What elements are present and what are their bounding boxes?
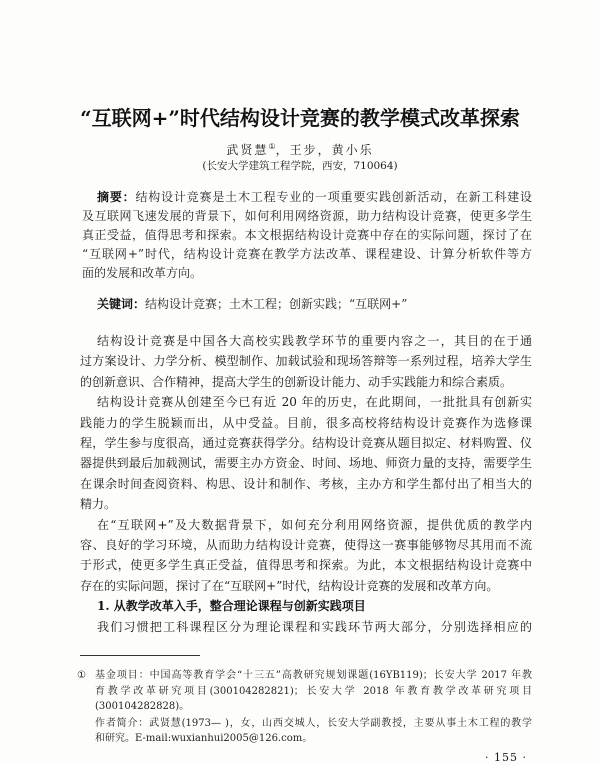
body-line: 过方案设计、力学分析、模型制作、加载试验和现场答辩等一系列过程，培养大学生 [80, 354, 532, 369]
body-line: 在课余时间查阅资料、构思、设计和制作、考核，主办方和学生都付出了相当大的 [80, 476, 532, 491]
page-number: · 155 · [485, 751, 527, 764]
author-list [0, 139, 600, 158]
footnote-reference-mark: ① [268, 142, 276, 151]
paragraph-2 [80, 392, 532, 514]
abstract-label: 摘要： [97, 190, 136, 204]
abstract-line: 及互联网飞速发展的背景下，如何利用网络资源，助力结构设计竞赛，使更多学生 [82, 209, 532, 223]
author-bio-note [95, 716, 532, 747]
body-line: 程，学生参与度很高，通过竞赛获得学分。结构设计竞赛从题目拟定、材料购置、仪 [80, 436, 532, 451]
abstract-line: 面的发展和改革方向。 [82, 266, 203, 280]
keywords-text: 结构设计竞赛；土木工程；创新实践；“互联网+” [145, 297, 408, 311]
body-line: 器提供到最后加载测试，需要主办方资金、时间、场地、师资力量的支持，需要学生 [80, 456, 532, 471]
body-line: 存在的实际问题，探讨了在“互联网+”时代，结构设计竞赛的发展和改革方向。 [80, 578, 499, 593]
author-others: ，王步，黄小乐 [275, 143, 374, 157]
body-line: 结构设计竞赛从创建至今已有近 20 年的历史，在此期间，一批批具有创新实 [97, 395, 532, 410]
body-line: 我们习惯把工科课程区分为理论课程和实践环节两大部分，分别选择相应的 [97, 619, 532, 634]
author-affiliation: (长安大学建筑工程学院，西安，710064) [202, 160, 398, 172]
footnote-line: 和研究。E-mail:wuxianhui2005@126.com。 [95, 733, 313, 744]
paragraph-1 [80, 331, 532, 392]
footnote-divider [80, 655, 200, 656]
funding-note [95, 668, 532, 715]
footnote-marker: ① [77, 670, 86, 681]
abstract-line [82, 188, 532, 207]
abstract-line: “互联网+”时代，结构设计竞赛在教学方法改革、课程建设、计算分析软件等方 [82, 247, 532, 261]
body-line: 精力。 [80, 497, 117, 512]
keywords-block [97, 295, 532, 314]
abstract-text: 结构设计竞赛是土木工程专业的一项重要实践创新活动，在新工科建设 [135, 190, 532, 204]
body-line: 容、良好的学习环境，从而助力结构设计竞赛，使得这一赛事能够物尽其用而不流 [80, 538, 532, 553]
footnote-line: 作者简介：武贤慧(1973— )，女，山西交城人，长安大学副教授，主要从事土木工程的教学 [95, 717, 532, 729]
footnotes [77, 668, 532, 747]
paper-title: “互联网+”时代结构设计竞赛的教学模式改革探索 [80, 106, 520, 130]
body-line: 结构设计竞赛是中国各大高校实践教学环节的重要内容之一，其目的在于通 [97, 334, 532, 348]
footnote-line: (300104282828)。 [95, 701, 190, 712]
body-line: 在“互联网+”及大数据背景下，如何充分利用网络资源，提供优质的教学内 [97, 517, 532, 532]
body-line: 于形式，使更多学生真正受益，值得思考和探索。为此，本文根据结构设计竞赛中 [80, 558, 532, 573]
paragraph-4 [80, 617, 532, 637]
body-line: 践能力的学生脱颖而出，从中受益。目前，很多高校将结构设计竞赛作为选修课 [80, 415, 532, 430]
footnote-line: 基金项目：中国高等教育学会“十三五”高教研究规划课题(16YB119)；长安大学 2017 年教 [95, 670, 532, 681]
footnote-line: 育教学改革研究项目(300104282821)；长安大学 2018 年教育教学改革研究项目 [95, 685, 532, 697]
author-first: 武贤慧 [226, 143, 269, 157]
abstract-line: 真正受益，值得思考和探索。本文根据结构设计竞赛中存在的实际问题，探讨了在 [82, 228, 532, 242]
abstract-block [82, 188, 532, 283]
body-text [80, 331, 532, 637]
paragraph-3 [80, 515, 532, 597]
section-heading: 1. 从教学改革入手，整合理论课程与创新实践项目 [97, 599, 366, 614]
body-line: 的创新意识、合作精神，提高大学生的创新设计能力、动手实践能力和综合素质。 [80, 374, 513, 389]
keywords-label: 关键词： [97, 297, 146, 311]
